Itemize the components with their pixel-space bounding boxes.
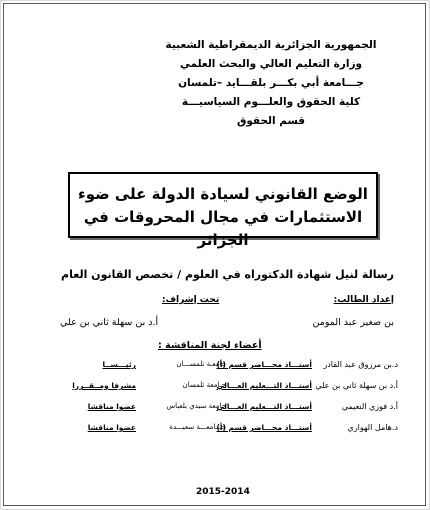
member-role: عضوا مناقشا <box>87 423 136 432</box>
thesis-title-box <box>68 172 378 249</box>
institution-header <box>146 36 396 131</box>
member-name: د.هامل الهواري <box>347 423 398 432</box>
member-rank: أستـــاذ التـــعليم العـــالي <box>216 381 312 390</box>
academic-year: 2015-2014 <box>196 487 250 497</box>
department-line: قسم الحقوق <box>236 115 306 127</box>
member-university: جامعـة تلمســـان <box>176 360 226 368</box>
member-role: عضوا مناقشا <box>87 402 136 411</box>
member-university: جـــامعـــة سعيـــدة <box>169 423 226 431</box>
thesis-title-line-2: الاستثمارات في مجال المحروقات في الجزائر <box>83 208 363 249</box>
university-line: جـــامعة أبي بكـــر بلقـــايد –تلمسان <box>178 77 364 89</box>
committee-table <box>36 360 398 444</box>
committee-label: أعضاء لجنة المناقشة : <box>158 340 262 351</box>
member-role: رئيـــســا <box>102 360 136 369</box>
member-name: أ.د فوزي النعيمي <box>341 402 398 411</box>
member-rank: أستـــاذ محـــاضر قسم (أ) <box>216 423 312 432</box>
member-rank: أستـــاذ التـــعليم العـــالي <box>216 402 312 411</box>
thesis-statement: رسالة لنيل شهادة الدكتوراه في العلوم / تخصص القانون العام <box>61 268 394 281</box>
supervisor-name: أ.د بن سهلة ثاني بن علي <box>60 317 159 328</box>
faculty-line: كلية الحقوق والعلـــوم السياسيـــة <box>181 96 361 108</box>
committee-row <box>36 402 398 423</box>
member-rank: أستـــاذ محـــاضر قسم (أ) <box>216 360 312 369</box>
republic-line: الجمهورية الجزائرية الديمقراطية الشعبية <box>165 39 377 51</box>
ministry-line: وزارة التعليم العالي والبحث العلمي <box>179 58 363 70</box>
member-name: أ.د بن سهلة ثاني بن علي <box>315 381 398 390</box>
supervisor-label: تحت إشراف: <box>162 295 220 305</box>
member-name: د.بن مرزوق عبد القادر <box>323 360 398 369</box>
member-university: جامعة سيدي بلعباس <box>166 402 226 410</box>
committee-row <box>36 423 398 444</box>
member-university: جـامعة تلمسان <box>182 381 226 389</box>
student-label: إعداد الطالب: <box>333 295 394 305</box>
committee-row <box>36 360 398 381</box>
committee-row <box>36 381 398 402</box>
student-name: بن صغير عبد المومن <box>312 317 394 328</box>
member-role: مشرفا ومــقــررا <box>72 381 136 390</box>
thesis-title-line-1: الوضع القانوني لسيادة الدولة على ضوء <box>78 185 368 203</box>
